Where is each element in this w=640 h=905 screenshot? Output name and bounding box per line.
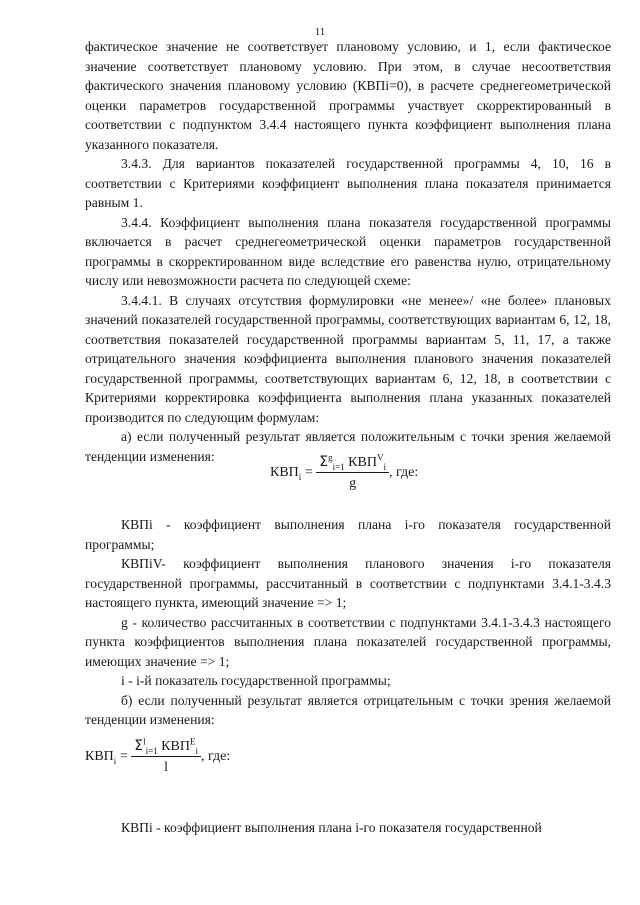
formula-b-sum-upper: l [143, 736, 146, 747]
body-text-definitions-b [85, 818, 611, 838]
definition-kvp-i-v: КВПiV- коэффициент выполнения планового значения i-го показателя государственной программы, рассчитанный в соответствии с подпунктами 3.4.1-3.4.3 настоящего пункта, имеющий значение => 1; [85, 556, 611, 610]
formula-b-numerator [131, 738, 201, 757]
page-number: 11 [314, 26, 326, 38]
paragraph-3-4-4: 3.4.4. Коэффициент выполнения плана показателя государственной программы включается в расчет среднегеометрической оценки параметров государственной программы в скорректированном виде вследствие его равенства нулю, отрицательному числу или невозможности расчета по следующей схеме: [85, 214, 611, 288]
formula-b-suffix: , где: [200, 749, 231, 765]
formula-a-numerator [316, 454, 389, 473]
paragraph-case-b: б) если полученный результат является отрицательным с точки зрения желаемой тенденции изменения: [85, 692, 611, 727]
definition-g: g - количество рассчитанных в соответствии с подпунктами 3.4.1-3.4.3 настоящего пункта коэффициентов выполнения плана показателей государственной программы, имеющих значение => 1; [85, 614, 611, 669]
formula-a-denominator: g [349, 476, 357, 491]
formula-a [270, 454, 418, 492]
paragraph-continuation: фактическое значение не соответствует плановому условию, и 1, если фактическое значение соответствует плановому условию. При этом, в случае несоответствия фактического значения плановому условию (КВПi=0), в расчете среднегеометрической оценки параметров государственной программы участвует скорректированный в соответствии с подпунктом 3.4.4 настоящего пункта коэффициент выполнения плана указанного показателя. [85, 39, 611, 152]
definition-kvp-i-b: КВПi - коэффициент выполнения плана i-го показателя государственной [121, 820, 542, 835]
formula-a-fraction [316, 454, 389, 492]
formula-a-eq: = [304, 465, 313, 481]
formula-b-sum-sign: Σ [134, 738, 144, 754]
definition-i: i - i-й показатель государственной программы; [121, 673, 391, 688]
formula-b-lhs: КВП [85, 749, 114, 765]
formula-b [85, 738, 230, 776]
formula-a-term: КВП [348, 455, 377, 470]
formula-b-sum-lower: i=1 [145, 745, 158, 756]
body-text-definitions-a [85, 515, 611, 730]
paragraph-case-a: а) если полученный результат является положительным с точки зрения желаемой тенденции изменения: [85, 429, 611, 464]
formula-a-lhs-sub: i [298, 472, 302, 483]
body-text-top [85, 37, 611, 466]
paragraph-3-4-4-1: 3.4.4.1. В случаях отсутствия формулировки «не менее»/ «не более» плановых значений показателей государственной программы, соответствующих вариантам 6, 12, 18, соответствия показателей государственной программы вариантам 5, 11, 17, а также отрицательного значения коэффициента выполнения планового значения показателей государственной программы, соответствующих вариантам 6, 12, 18, в соответствии с Критериями корректировка коэффициента выполнения плана указанных показателей производится по следующим формулам: [85, 292, 611, 425]
formula-a-sum-lower: i=1 [332, 461, 345, 472]
formula-b-fraction [131, 738, 201, 776]
definition-kvp-i: КВПi - коэффициент выполнения плана i-го показателя государственной программы; [85, 517, 611, 552]
formula-b-eq: = [119, 749, 128, 765]
formula-b-term-sup: E [189, 736, 196, 747]
formula-a-suffix: , где: [388, 465, 419, 481]
paragraph-3-4-3: 3.4.3. Для вариантов показателей государственной программы 4, 10, 16 в соответствии с Критериями коэффициент выполнения плана показателя принимается равным 1. [85, 156, 611, 210]
formula-b-term-sub: i [195, 745, 198, 756]
formula-a-term-sup: V [376, 452, 384, 463]
formula-a-sum-upper: g [328, 452, 333, 463]
formula-b-denominator: l [164, 760, 169, 775]
formula-a-term-sub: i [383, 461, 386, 472]
formula-a-lhs: КВП [270, 465, 299, 481]
formula-a-sum-sign: Σ [319, 454, 329, 470]
formula-b-term: КВП [161, 739, 190, 754]
formula-b-lhs-sub: i [113, 756, 117, 767]
